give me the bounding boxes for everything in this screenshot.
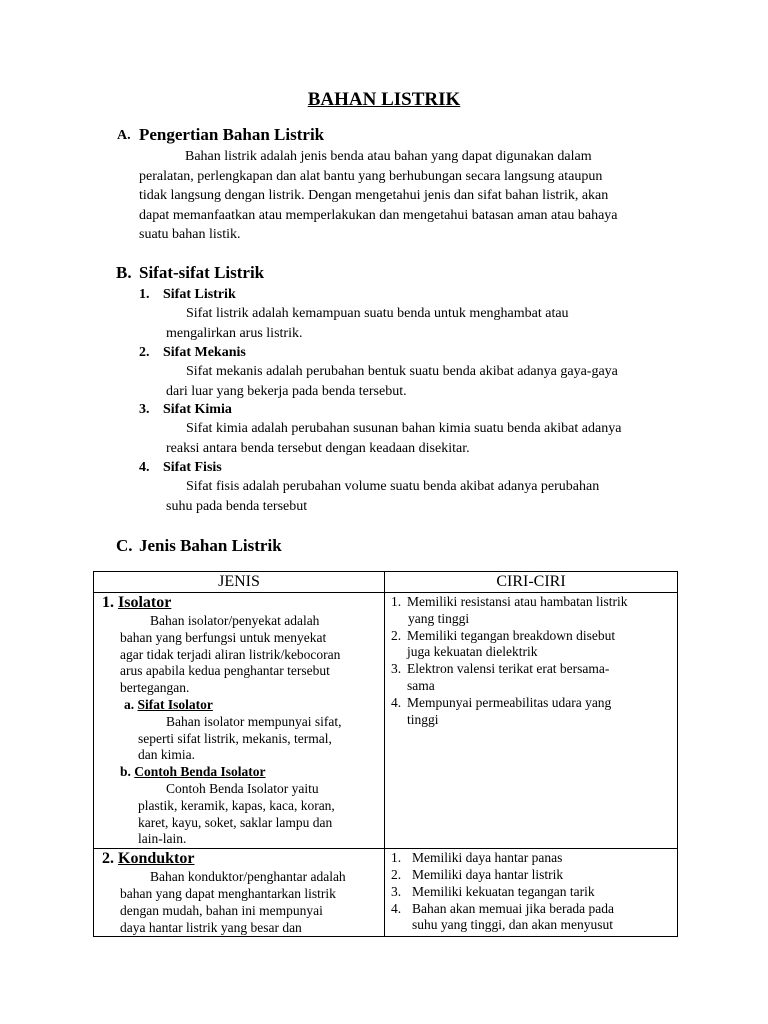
section-b-letter: B. bbox=[116, 263, 132, 282]
column-header-ciri-ciri: CIRI-CIRI bbox=[385, 572, 678, 593]
section-a-letter: A. bbox=[117, 128, 131, 143]
ciri-list-konduktor bbox=[385, 849, 677, 934]
sifat-listrik-text: Sifat listrik adalah kemampuan suatu benda untuk menghambat atau mengalirkan arus listrik. bbox=[166, 306, 569, 341]
list-item: 1. Memiliki resistansi atau hambatan listrik yang tinggi bbox=[391, 594, 628, 626]
contoh-isolator-heading: b. Contoh Benda Isolator bbox=[120, 764, 266, 780]
document-title: BAHAN LISTRIK bbox=[307, 89, 461, 110]
sifat-mekanis-text: Sifat mekanis adalah perubahan bentuk suatu benda akibat adanya gaya-gaya dari luar yang bekerja pada benda tersebut. bbox=[166, 364, 618, 399]
list-item: 2. Memiliki tegangan breakdown disebut juga kekuatan dielektrik bbox=[391, 627, 616, 660]
ciri-cell-konduktor bbox=[385, 849, 678, 937]
table-row-isolator bbox=[94, 593, 678, 849]
jenis-bahan-table bbox=[93, 571, 678, 937]
section-c-letter: C. bbox=[116, 536, 133, 555]
table-row-konduktor bbox=[94, 849, 678, 937]
isolator-heading: 1. Isolator bbox=[102, 594, 172, 611]
jenis-cell-isolator bbox=[94, 593, 385, 849]
list-item: 3. Elektron valensi terikat erat bersama- sama bbox=[391, 661, 610, 693]
sifat-isolator-heading: a. Sifat Isolator bbox=[124, 696, 213, 712]
list-item: 4. Bahan akan memuai jika berada pada suhu yang tinggi, dan akan menyusut bbox=[391, 900, 615, 933]
konduktor-heading: 2. Konduktor bbox=[102, 850, 195, 868]
sifat-listrik-heading: 1. Sifat Listrik bbox=[139, 287, 236, 302]
list-item: 4. Mempunyai permeabilitas udara yang tinggi bbox=[391, 694, 612, 727]
paragraph-line: tidak langsung dengan listrik. Dengan mengetahui jenis dan sifat bahan listrik, akan bbox=[139, 188, 609, 203]
sifat-mekanis-heading: 2. Sifat Mekanis bbox=[139, 345, 246, 360]
paragraph-line: Bahan listrik adalah jenis benda atau bahan yang dapat digunakan dalam bbox=[185, 149, 592, 164]
column-header-jenis: JENIS bbox=[94, 572, 385, 593]
section-a-paragraph bbox=[139, 147, 699, 245]
sifat-kimia-heading: 3. Sifat Kimia bbox=[139, 402, 232, 417]
isolator-description: Bahan isolator/penyekat adalah bahan yang berfungsi untuk menyekat agar tidak terjadi aliran listrik/kebocoran arus apabila kedua penghantar tersebut bertegangan. bbox=[120, 613, 341, 696]
list-item: 1. Memiliki daya hantar panas bbox=[391, 850, 563, 866]
paragraph-line: peralatan, perlengkapan dan alat bantu yang berhubungan secara langsung ataupun bbox=[139, 168, 603, 184]
paragraph-line: suatu bahan listik. bbox=[139, 227, 241, 242]
contoh-isolator-text: Contoh Benda Isolator yaitu plastik, keramik, kapas, kaca, koran, karet, kayu, soket, saklar lampu dan lain-lain. bbox=[138, 780, 335, 847]
ciri-cell-isolator bbox=[385, 593, 678, 849]
table-header-row bbox=[94, 572, 678, 593]
sifat-isolator-text: Bahan isolator mempunyai sifat, seperti sifat listrik, mekanis, termal, dan kimia. bbox=[138, 713, 342, 763]
jenis-cell-konduktor bbox=[94, 849, 385, 937]
ciri-list-isolator bbox=[385, 593, 677, 728]
paragraph-line: dapat memanfaatkan atau memperlakukan dan mengetahui batasan aman atau bahaya bbox=[139, 207, 618, 223]
sifat-fisis-text: Sifat fisis adalah perubahan volume suatu benda akibat adanya perubahan suhu pada benda tersebut bbox=[166, 479, 600, 514]
section-c-heading: Jenis Bahan Listrik bbox=[139, 536, 282, 555]
section-a-heading: Pengertian Bahan Listrik bbox=[139, 125, 325, 144]
sifat-kimia-text: Sifat kimia adalah perubahan susunan bahan kimia suatu benda akibat adanya reaksi antara benda tersebut dengan keadaan disekitar. bbox=[166, 421, 622, 456]
sifat-fisis-heading: 4. Sifat Fisis bbox=[139, 460, 222, 475]
section-b-heading: Sifat-sifat Listrik bbox=[139, 263, 265, 282]
list-item: 2. Memiliki daya hantar listrik bbox=[391, 866, 564, 882]
konduktor-description: Bahan konduktor/penghantar adalah bahan yang dapat menghantarkan listrik dengan mudah, bahan ini mempunyai daya hantar listrik yang besar dan bbox=[120, 869, 346, 935]
list-item: 3. Memiliki kekuatan tegangan tarik bbox=[391, 883, 595, 899]
